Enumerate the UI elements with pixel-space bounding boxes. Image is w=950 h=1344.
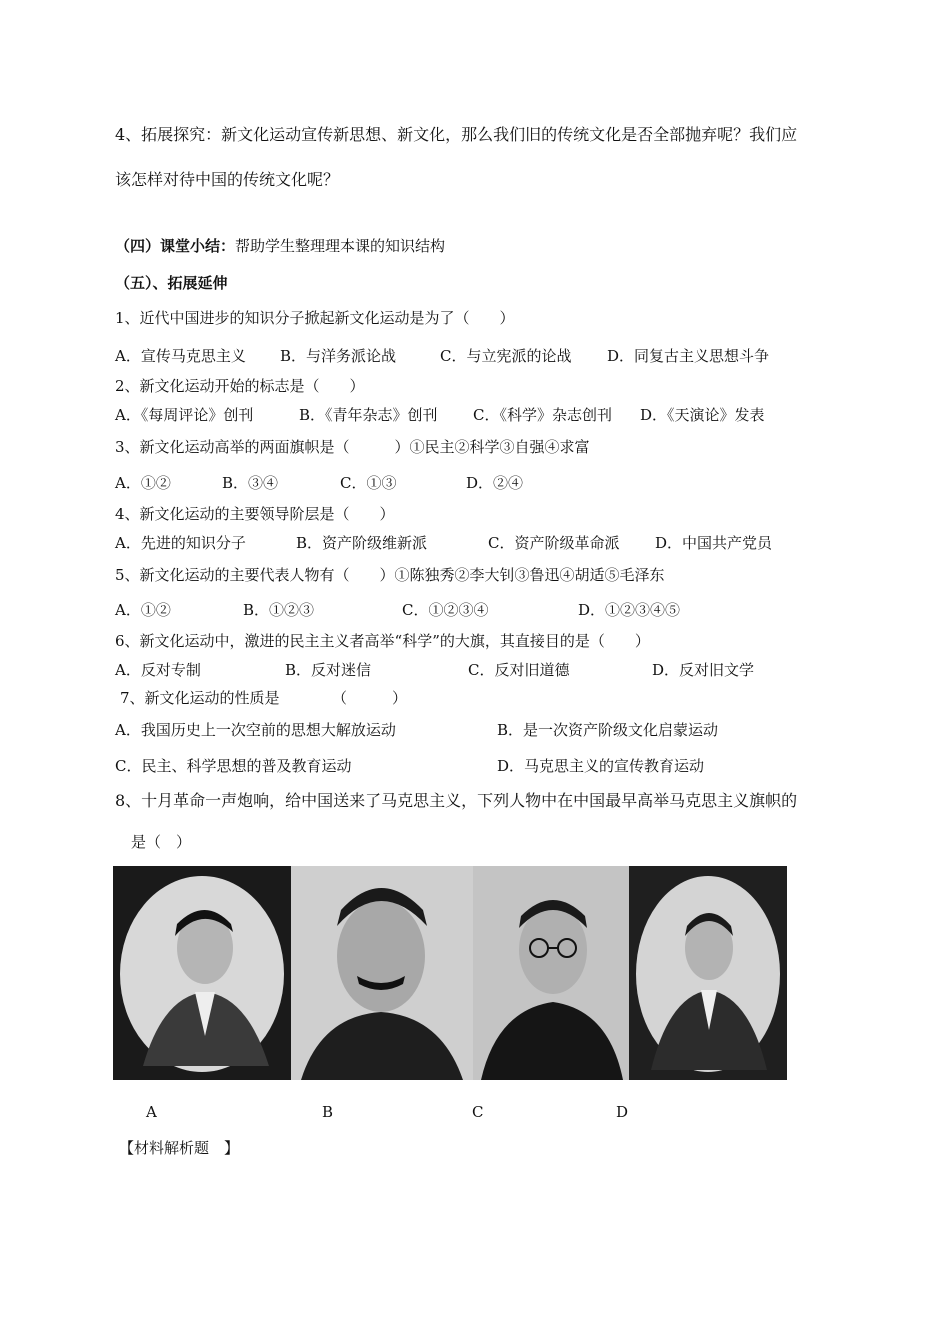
question-7-stem: 7、新文化运动的性质是 （ ） (120, 689, 408, 707)
q4-option-d: D．中国共产党员 (655, 534, 773, 552)
q4-option-a: A．先进的知识分子 (115, 534, 246, 552)
q1-option-a: A．宣传马克思主义 (115, 347, 246, 365)
question-8-stem-continued: 是（ ） (131, 833, 192, 851)
portrait-c (473, 866, 629, 1080)
question-8-stem: 8、十月革命一声炮响，给中国送来了马克思主义，下列人物中在中国最早高举马克思主义旗帜的 (115, 791, 798, 810)
q2-option-d: D．《天演论》发表 (640, 406, 765, 424)
q7-option-c: C．民主、科学思想的普及教育运动 (115, 757, 352, 775)
summary-text: 帮助学生整理理本课的知识结构 (235, 237, 446, 255)
q4-option-c: C．资产阶级革命派 (488, 534, 620, 552)
q2-option-c: C．《科学》杂志创刊 (473, 406, 612, 424)
q7-option-a: A．我国历史上一次空前的思想大解放运动 (115, 721, 396, 739)
q5-option-b: B．①②③ (243, 601, 315, 619)
question-1-stem: 1、近代中国进步的知识分子掀起新文化运动是为了（ ） (115, 309, 515, 327)
q5-option-d: D．①②③④⑤ (578, 601, 681, 619)
question-3-stem: 3、新文化运动高举的两面旗帜是（ ）①民主②科学③自强④求富 (115, 438, 590, 456)
q5-option-c: C．①②③④ (402, 601, 489, 619)
summary-line (115, 236, 445, 256)
caption-d: D (616, 1103, 629, 1121)
summary-heading: （四）课堂小结： (115, 237, 236, 255)
question-6-stem: 6、新文化运动中，激进的民主主义者高举“科学”的大旗，其直接目的是（ ） (115, 632, 650, 650)
q2-option-a: A．《每周评论》创刊 (115, 406, 254, 424)
q6-option-d: D．反对旧文学 (652, 661, 755, 679)
q3-option-c: C．①③ (340, 474, 397, 492)
question-5-stem: 5、新文化运动的主要代表人物有（ ）①陈独秀②李大钊③鲁迅④胡适⑤毛泽东 (115, 566, 665, 584)
extension-heading: （五）、拓展延伸 (115, 274, 228, 292)
q5-option-a: A．①② (115, 601, 171, 619)
q4-option-b: B．资产阶级维新派 (296, 534, 428, 552)
q4-explore-line2: 该怎样对待中国的传统文化呢？ (115, 170, 340, 189)
q2-option-b: B．《青年杂志》创刊 (299, 406, 438, 424)
caption-a: A (146, 1103, 157, 1121)
q3-option-d: D．②④ (466, 474, 524, 492)
q6-option-a: A．反对专制 (115, 661, 201, 679)
material-heading: 【材料解析题 】 (119, 1139, 240, 1157)
q1-option-c: C．与立宪派的论战 (440, 347, 572, 365)
q3-option-a: A．①② (115, 474, 171, 492)
portrait-a (113, 866, 291, 1080)
q7-option-b: B．是一次资产阶级文化启蒙运动 (497, 721, 719, 739)
caption-c: C (472, 1103, 484, 1121)
q1-option-d: D．同复古主义思想斗争 (607, 347, 770, 365)
question-2-stem: 2、新文化运动开始的标志是（ ） (115, 377, 365, 395)
question-4-stem: 4、新文化运动的主要领导阶层是（ ） (115, 505, 395, 523)
portrait-d (629, 866, 787, 1080)
q7-option-d: D．马克思主义的宣传教育运动 (497, 757, 705, 775)
q4-explore-line1: 4、拓展探究：新文化运动宣传新思想、新文化，那么我们旧的传统文化是否全部抛弃呢？我们应 (115, 125, 798, 144)
q6-option-b: B．反对迷信 (285, 661, 372, 679)
portrait-b (291, 866, 473, 1080)
q1-option-b: B．与洋务派论战 (280, 347, 397, 365)
q3-option-b: B．③④ (222, 474, 279, 492)
caption-b: B (322, 1103, 334, 1121)
portrait-photo-strip (113, 866, 787, 1080)
q6-option-c: C．反对旧道德 (468, 661, 570, 679)
